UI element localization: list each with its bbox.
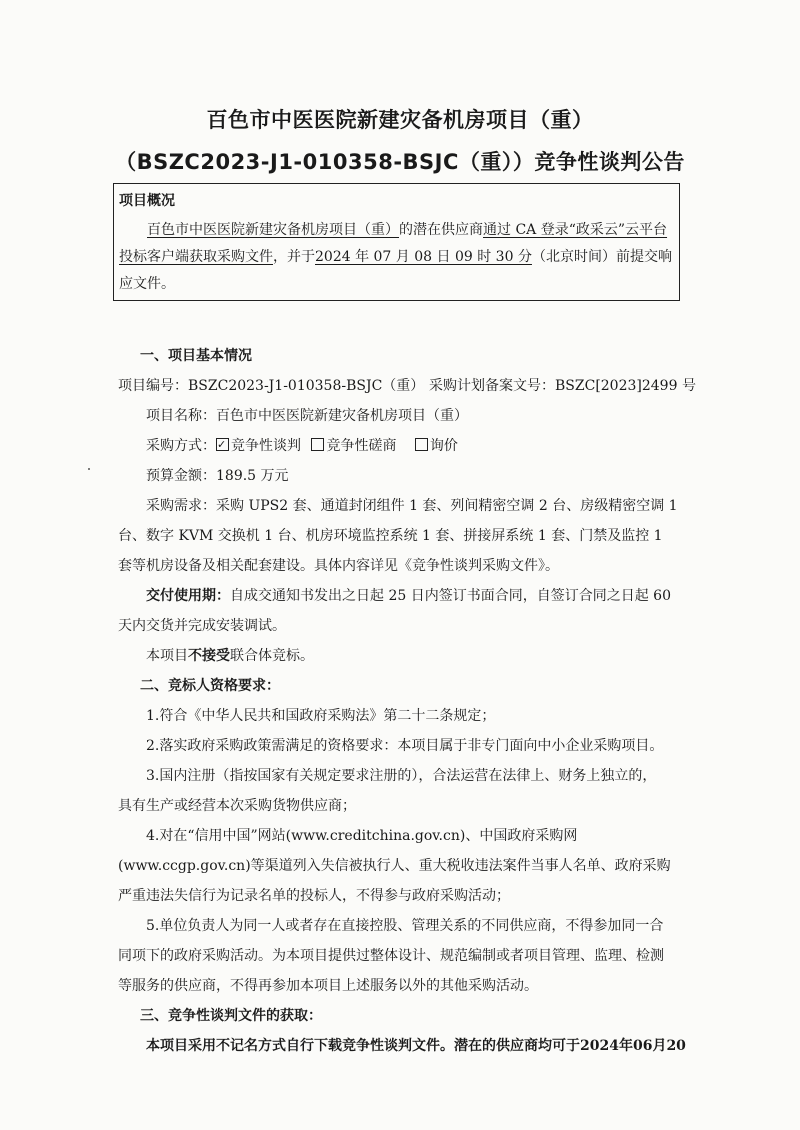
method-option-3: 询价: [429, 438, 458, 454]
title-line-2: （BSZC2023-J1-010358-BSJC（重））竞争性谈判公告: [115, 150, 685, 174]
qualification-4-line-1: 4.对在“信用中国”网站(www.creditchina.gov.cn)、中国政府采购网: [146, 828, 578, 844]
qualification-3-line-1: 3.国内注册（指按国家有关规定要求注册的），合法运营在法律上、财务上独立的，: [146, 768, 657, 784]
qualification-5-line-1: 5.单位负责人为同一人或者存在直接控股、管理关系的不同供应商，不得参加同一合: [146, 918, 664, 934]
checkbox-empty-icon: [415, 438, 428, 451]
qualification-5-line-2: 同项下的政府采购活动。为本项目提供过整体设计、规范编制或者项目管理、监理、检测: [118, 948, 664, 964]
overview-project-name: 百色市中医医院新建灾备机房项目（重）: [147, 222, 399, 238]
overview-text-3: （北京时间）前提交响应文件。: [119, 249, 672, 292]
checkbox-checked-icon: [216, 438, 229, 451]
method-option-1: 竞争性谈判: [231, 438, 301, 454]
project-number: 项目编号：BSZC2023-J1-010358-BSJC（重）: [118, 378, 425, 394]
title-line-1: 百色市中医医院新建灾备机房项目（重）: [206, 108, 594, 132]
overview-box: [113, 183, 680, 301]
overview-paragraph: [119, 217, 676, 298]
record-number: 采购计划备案文号：BSZC[2023]2499 号: [429, 378, 696, 394]
qualification-5-line-3: 等服务的供应商，不得再参加本项目上述服务以外的其他采购活动。: [118, 978, 538, 994]
section3-text: 本项目采用不记名方式自行下载竞争性谈判文件。潜在的供应商均可于2024年06月20: [146, 1038, 686, 1054]
demand-line-2: 台、数字 KVM 交换机 1 台、机房环境监控系统 1 套、拼接屏系统 1 套、门禁及监控 1: [118, 528, 663, 544]
delivery-text: 自成交通知书发出之日起 25 日内签订书面合同，自签订合同之日起 60: [230, 588, 671, 604]
consortium-post: 联合体竞标。: [230, 648, 314, 664]
method-option-2: 竞争性磋商: [326, 438, 397, 454]
section3-heading: 三、竞争性谈判文件的获取：: [140, 1008, 322, 1024]
method-label: 采购方式：: [146, 438, 216, 454]
checkbox-empty-icon: [311, 438, 324, 451]
overview-heading: 项目概况: [119, 193, 175, 209]
consortium-line: [146, 646, 314, 666]
budget: 预算金额：189.5 万元: [146, 468, 289, 484]
overview-text-2: ，并于: [273, 249, 315, 265]
qualification-3-line-2: 具有生产或经营本次采购货物供应商；: [118, 798, 356, 814]
demand-line-1: 采购需求：采购 UPS2 套、通道封闭组件 1 套、列间精密空调 2 台、房级精密空调 1: [146, 498, 678, 514]
scan-speck: [88, 468, 90, 470]
overview-deadline: 2024 年 07 月 08 日 09 时 30 分: [315, 249, 532, 265]
qualification-4-line-2: (www.ccgp.gov.cn)等渠道列入失信被执行人、重大税收违法案件当事人名单、政府采购: [118, 858, 671, 874]
consortium-bold: 不接受: [188, 648, 230, 664]
overview-method: 通过 CA 登录“政采云”云平台投标客户端获取采购文件: [119, 222, 668, 265]
project-name: 项目名称：百色市中医医院新建灾备机房项目（重）: [146, 408, 468, 424]
qualification-4-line-3: 严重违法失信行为记录名单的投标人，不得参与政府采购活动；: [118, 888, 510, 904]
procurement-method: [146, 436, 458, 456]
demand-line-3: 套等机房设备及相关配套建设。具体内容详见《竞争性谈判采购文件》。: [118, 558, 559, 574]
delivery-line-1: [146, 586, 671, 606]
delivery-line-2: 天内交货并完成安装调试。: [118, 618, 286, 634]
section1-heading: 一、项目基本情况: [140, 348, 252, 364]
delivery-label: 交付使用期：: [146, 588, 230, 604]
consortium-pre: 本项目: [146, 648, 188, 664]
qualification-2: 2.落实政府采购政策需满足的资格要求：本项目属于非专门面向中小企业采购项目。: [146, 738, 664, 754]
section2-heading: 二、竞标人资格要求：: [140, 678, 280, 694]
overview-text-1: 的潜在供应商: [399, 222, 483, 238]
qualification-1: 1.符合《中华人民共和国政府采购法》第二十二条规定；: [146, 708, 496, 724]
